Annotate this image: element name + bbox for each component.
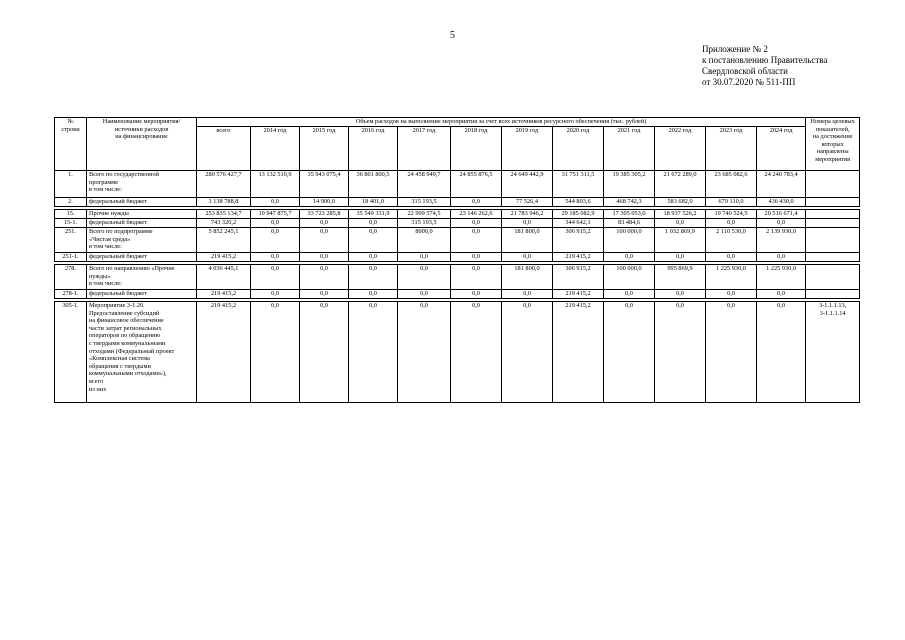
row-value: 24 649 442,9 [502, 171, 553, 198]
row-name: федеральный бюджет [87, 219, 197, 228]
row-targets [806, 210, 860, 219]
row-value: 0,0 [300, 265, 349, 290]
row-value: 0,0 [655, 219, 706, 228]
row-value: 4 036 445,1 [197, 265, 251, 290]
row-value: 253 835 134,7 [197, 210, 251, 219]
header-row-number: № строки [55, 118, 87, 171]
row-value: 0,0 [655, 290, 706, 299]
row-value: 0,0 [757, 290, 806, 299]
row-value: 100 000,0 [604, 265, 655, 290]
row-targets [806, 219, 860, 228]
row-number: 251. [55, 228, 87, 253]
row-value: 0,0 [451, 219, 502, 228]
appendix-block [702, 44, 827, 88]
table-row [55, 228, 860, 253]
table-row [55, 265, 860, 290]
row-targets [806, 253, 860, 262]
row-value: 0,0 [251, 198, 300, 207]
row-value: 0,0 [706, 302, 757, 403]
row-value: 0,0 [757, 302, 806, 403]
row-value: 0,0 [398, 302, 451, 403]
row-value: 0,0 [349, 253, 398, 262]
row-value: 23 685 082,6 [706, 171, 757, 198]
page-number: 5 [450, 30, 455, 41]
row-value: 0,0 [451, 290, 502, 299]
row-number: 278-1. [55, 290, 87, 299]
row-value: 35 943 075,4 [300, 171, 349, 198]
row-value: 20 516 671,4 [757, 210, 806, 219]
row-value: 36 801 800,5 [349, 171, 398, 198]
row-value: 544 803,6 [553, 198, 604, 207]
row-targets: 3-1.1.1.13, 3-1.1.1.14 [806, 302, 860, 403]
row-value: 35 549 331,9 [349, 210, 398, 219]
row-value: 21 672 289,0 [655, 171, 706, 198]
row-value: 14 900,0 [300, 198, 349, 207]
row-value: 436 430,0 [757, 198, 806, 207]
row-value: 0,0 [300, 228, 349, 253]
row-value: 18 401,0 [349, 198, 398, 207]
table-row [55, 253, 860, 262]
header-col: 2017 год [398, 127, 451, 171]
row-value: 3 138 788,8 [197, 198, 251, 207]
row-value: 0,0 [398, 253, 451, 262]
appendix-line-3: Свердловской области [702, 66, 788, 76]
row-value: 0,0 [398, 290, 451, 299]
row-value: 0,0 [251, 290, 300, 299]
row-value: 2 110 530,0 [706, 228, 757, 253]
row-value: 1 225 930,0 [757, 265, 806, 290]
row-value: 13 132 510,9 [251, 171, 300, 198]
row-value: 306 915,2 [553, 265, 604, 290]
table-row [55, 219, 860, 228]
budget-table [54, 117, 860, 403]
row-value: 100 000,0 [604, 228, 655, 253]
row-value: 344 642,1 [553, 219, 604, 228]
row-value: 219 415,2 [197, 302, 251, 403]
row-value: 0,0 [349, 228, 398, 253]
row-value: 0,0 [655, 253, 706, 262]
row-value: 219 415,2 [553, 253, 604, 262]
row-value: 10 947 875,7 [251, 210, 300, 219]
row-value: 31 751 311,5 [553, 171, 604, 198]
row-value: 0,0 [451, 253, 502, 262]
row-value: 24 240 783,4 [757, 171, 806, 198]
header-col: 2014 год [251, 127, 300, 171]
table-row [55, 302, 860, 403]
row-value: 583 682,0 [655, 198, 706, 207]
row-value: 219 415,2 [197, 253, 251, 262]
header-col: 2018 год [451, 127, 502, 171]
row-value: 0,0 [706, 290, 757, 299]
row-number: 251-1. [55, 253, 87, 262]
row-value: 0,0 [757, 253, 806, 262]
row-value: 0,0 [349, 290, 398, 299]
row-targets [806, 198, 860, 207]
row-value: 0,0 [300, 302, 349, 403]
header-col: 2019 год [502, 127, 553, 171]
row-name: Всего по государственной программе в том числе: [87, 171, 197, 198]
row-name: федеральный бюджет [87, 253, 197, 262]
appendix-line-4: от 30.07.2020 № 511-ПП [702, 77, 796, 87]
row-value: 315 193,5 [398, 198, 451, 207]
row-value: 24 855 876,5 [451, 171, 502, 198]
row-number: 15-1. [55, 219, 87, 228]
row-value: 1 225 930,0 [706, 265, 757, 290]
row-value: 0,0 [604, 253, 655, 262]
row-number: 2. [55, 198, 87, 207]
row-value: 5 852 245,1 [197, 228, 251, 253]
row-number: 15. [55, 210, 87, 219]
row-value: 0,0 [655, 302, 706, 403]
row-value: 18 937 526,2 [655, 210, 706, 219]
row-value: 8000,0 [398, 228, 451, 253]
row-value: 0,0 [300, 290, 349, 299]
row-value: 0,0 [349, 302, 398, 403]
row-value: 0,0 [604, 302, 655, 403]
header-volume: Объем расходов на выполнение мероприятия за счет всех источников ресурсного обеспечения (тыс. рублей) [197, 118, 806, 127]
row-value: 0,0 [349, 265, 398, 290]
row-value: 0,0 [451, 228, 502, 253]
row-value: 0,0 [604, 290, 655, 299]
row-value: 679 110,0 [706, 198, 757, 207]
row-value: 306 915,2 [553, 228, 604, 253]
row-value: 181 800,0 [502, 265, 553, 290]
appendix-line-1: Приложение № 2 [702, 44, 768, 54]
row-value: 0,0 [502, 253, 553, 262]
row-value: 219 415,2 [553, 302, 604, 403]
row-value: 0,0 [349, 219, 398, 228]
header-col: 2016 год [349, 127, 398, 171]
row-value: 0,0 [502, 302, 553, 403]
row-value: 77 526,4 [502, 198, 553, 207]
row-targets [806, 290, 860, 299]
row-value: 0,0 [251, 302, 300, 403]
table-row [55, 198, 860, 207]
row-name: Мероприятие 3-1.20. Предоставление субсидий на финансовое обеспечение части затрат региональных операторов по обращению с твердыми коммунальными отходами (Федеральный проект «Комплексная система обращения с твердыми коммунальными отходами»), всего из них [87, 302, 197, 403]
row-value: 0,0 [251, 219, 300, 228]
row-value: 0,0 [502, 290, 553, 299]
row-value: 23 146 262,6 [451, 210, 502, 219]
row-value: 219 415,2 [553, 290, 604, 299]
table-row [55, 171, 860, 198]
row-value: 0,0 [451, 198, 502, 207]
row-targets [806, 171, 860, 198]
row-value: 24 458 949,7 [398, 171, 451, 198]
row-value: 315 193,5 [398, 219, 451, 228]
row-value: 0,0 [451, 265, 502, 290]
table-row [55, 210, 860, 219]
row-value: 0,0 [251, 228, 300, 253]
row-value: 0,0 [451, 302, 502, 403]
header-col: 2021 год [604, 127, 655, 171]
table-row [55, 290, 860, 299]
row-value: 0,0 [300, 253, 349, 262]
row-value: 22 999 574,5 [398, 210, 451, 219]
header-name: Наименование мероприятия/ источники расходов на финансирование [87, 118, 197, 171]
row-value: 468 742,3 [604, 198, 655, 207]
appendix-line-2: к постановлению Правительства [702, 55, 828, 65]
row-name: федеральный бюджет [87, 290, 197, 299]
row-name: Всего по направлению «Прочие нужды» в том числе: [87, 265, 197, 290]
row-value: 0,0 [757, 219, 806, 228]
row-value: 21 783 946,2 [502, 210, 553, 219]
row-value: 2 139 930,0 [757, 228, 806, 253]
row-value: 29 185 082,9 [553, 210, 604, 219]
row-value: 0,0 [251, 253, 300, 262]
row-value: 995 869,9 [655, 265, 706, 290]
row-value: 1 032 869,9 [655, 228, 706, 253]
row-name: Всего по подпрограмме «Чистая среда» в том числе: [87, 228, 197, 253]
row-number: 278. [55, 265, 87, 290]
row-value: 743 320,2 [197, 219, 251, 228]
row-number: 1. [55, 171, 87, 198]
header-col: 2020 год [553, 127, 604, 171]
row-value: 0,0 [251, 265, 300, 290]
row-value: 83 484,6 [604, 219, 655, 228]
header-col: 2024 год [757, 127, 806, 171]
header-col: 2023 год [706, 127, 757, 171]
row-targets [806, 228, 860, 253]
row-value: 0,0 [502, 219, 553, 228]
row-name: федеральный бюджет [87, 198, 197, 207]
row-value: 33 723 285,8 [300, 210, 349, 219]
row-value: 219 415,2 [197, 290, 251, 299]
row-value: 19 740 524,5 [706, 210, 757, 219]
row-value: 0,0 [706, 219, 757, 228]
row-number: 305-1. [55, 302, 87, 403]
header-col: 2015 год [300, 127, 349, 171]
row-value: 0,0 [300, 219, 349, 228]
header-targets: Номера целевых показателей, на достижение которых направлены мероприятия [806, 118, 860, 171]
header-col: всего [197, 127, 251, 171]
row-value: 17 305 053,0 [604, 210, 655, 219]
header-col: 2022 год [655, 127, 706, 171]
row-value: 0,0 [398, 265, 451, 290]
row-name: Прочие нужды [87, 210, 197, 219]
row-targets [806, 265, 860, 290]
row-value: 0,0 [706, 253, 757, 262]
row-value: 280 576 427,7 [197, 171, 251, 198]
row-value: 19 385 305,2 [604, 171, 655, 198]
row-value: 181 800,0 [502, 228, 553, 253]
